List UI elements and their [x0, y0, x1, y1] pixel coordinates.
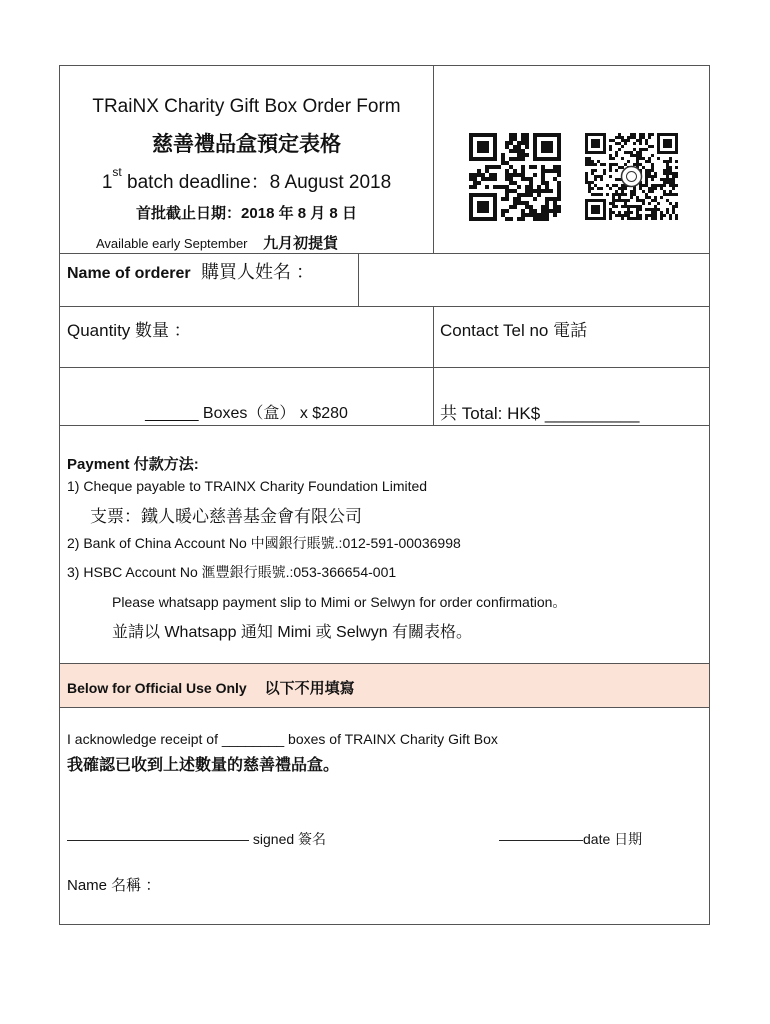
row-divider-1 — [60, 253, 709, 254]
row-divider-5 — [60, 663, 709, 664]
contact-label: Contact Tel no 電話 — [440, 321, 588, 340]
deadline-sup: st — [112, 165, 122, 179]
available-en: Available early September — [96, 236, 248, 251]
title-en: TRaiNX Charity Gift Box Order Form — [92, 96, 401, 117]
payment-line-2: 2) Bank of China Account No 中國銀行賬號.:012-591-00036998 — [67, 535, 461, 551]
payment-note-zh: 並請以 Whatsapp 通知 Mimi 或 Selwyn 有關表格。 — [112, 624, 473, 641]
deadline-prefix: 1 — [101, 172, 113, 193]
contact-field[interactable] — [435, 308, 708, 366]
row-divider-4 — [60, 425, 709, 426]
deadline-text: batch deadline：8 August 2018 — [121, 172, 392, 193]
orderer-divider — [358, 253, 359, 306]
row-divider-3 — [60, 367, 709, 368]
qr-code-icon — [469, 133, 561, 221]
date-line[interactable]: ——————date 日期 — [499, 831, 643, 847]
receipt-line-en: I acknowledge receipt of ________ boxes of TRAINX Charity Gift Box — [67, 731, 498, 747]
payment-line-1-zh: 支票：鐵人暖心慈善基金會有限公司 — [90, 507, 362, 526]
quantity-label: Quantity 數量 ： — [67, 321, 191, 340]
signature-line[interactable]: ————————————— signed 簽名 — [67, 831, 327, 847]
row-divider-2 — [60, 306, 709, 307]
title-zh: 慈善禮品盒預定表格 — [152, 133, 341, 156]
payment-note-en: Please whatsapp payment slip to Mimi or Selwyn for order confirmation。 — [112, 594, 567, 610]
receipt-name-label: Name 名稱 ： — [67, 877, 161, 894]
total-text: 共 Total: HK$ __________ — [440, 404, 640, 423]
deadline — [60, 167, 433, 194]
quantity-divider — [433, 306, 434, 425]
available — [96, 232, 338, 253]
row-divider-6 — [60, 707, 709, 708]
order-form — [59, 65, 710, 925]
orderer-name-field[interactable] — [360, 255, 708, 305]
official-use-label-en: Below for Official Use Only — [67, 680, 247, 696]
orderer-label — [67, 258, 314, 284]
payment-line-1: 1) Cheque payable to TRAINX Charity Foundation Limited — [67, 478, 428, 494]
available-zh: 九月初提貨 — [263, 235, 339, 252]
header-divider — [433, 66, 434, 254]
boxes-text: ______ Boxes（盒） x $280 — [145, 405, 348, 422]
payment-line-3: 3) HSBC Account No 滙豐銀行賬號.:053-366654-001 — [67, 564, 397, 580]
official-use-label-zh: 以下不用填寫 — [264, 680, 355, 697]
quantity-field[interactable] — [62, 308, 432, 366]
orderer-label-en: Name of orderer — [67, 265, 191, 282]
payment-heading: Payment 付款方法: — [67, 456, 199, 473]
deadline-zh: 首批截止日期：2018 年 8 月 8 日 — [136, 205, 357, 222]
orderer-label-zh: 購買人姓名 ： — [201, 262, 315, 282]
official-use-label — [67, 677, 355, 698]
qr-code-icon — [585, 133, 679, 221]
receipt-line-zh: 我確認已收到上述數量的慈善禮品盒。 — [67, 757, 340, 774]
